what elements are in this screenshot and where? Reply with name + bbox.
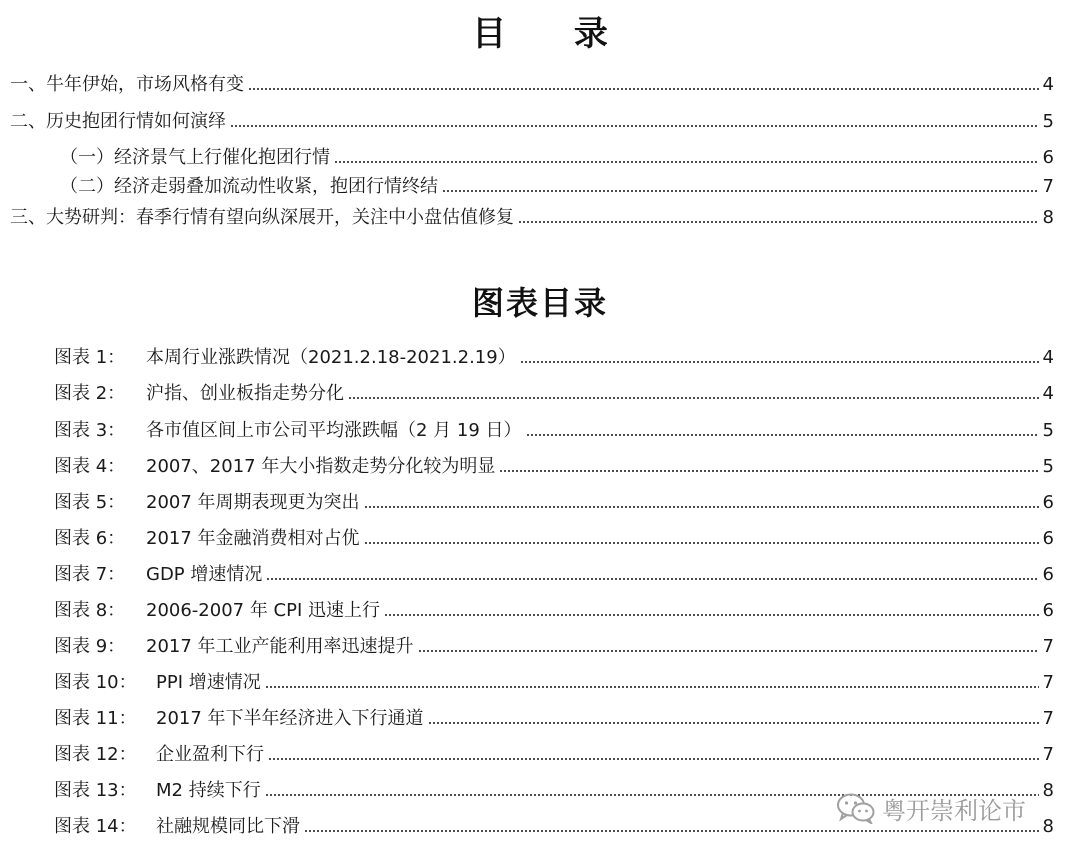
figure-number: 图表 3： <box>54 420 126 441</box>
toc-entry-page: 5 <box>1042 111 1054 132</box>
figure-caption: PPI 增速情况 <box>156 672 261 693</box>
toc-entry-page: 7 <box>1042 176 1054 197</box>
dot-leader <box>304 829 1039 833</box>
figure-entry[interactable] <box>54 740 1054 766</box>
dot-leader <box>334 160 1039 164</box>
toc-entry-label: 三、大势研判：春季行情有望向纵深展开，关注中小盘估值修复 <box>10 207 514 228</box>
figure-entry[interactable] <box>54 488 1054 514</box>
dot-leader <box>428 721 1039 725</box>
figure-page: 7 <box>1042 708 1054 729</box>
figure-number: 图表 4： <box>54 456 126 477</box>
figure-page: 7 <box>1042 744 1054 765</box>
figure-caption: 本周行业涨跌情况（2021.2.18-2021.2.19） <box>146 347 516 368</box>
dot-leader <box>230 124 1039 128</box>
figure-page: 6 <box>1042 492 1054 513</box>
toc-entry-label: （二）经济走弱叠加流动性收紧，抱团行情终结 <box>60 176 438 197</box>
figure-page: 8 <box>1042 816 1054 837</box>
dot-leader <box>268 757 1039 761</box>
dot-leader <box>418 649 1039 653</box>
toc-entry-label: 二、历史抱团行情如何演绎 <box>10 111 226 132</box>
figure-number: 图表 1： <box>54 347 126 368</box>
dot-leader <box>364 505 1039 509</box>
figure-page: 6 <box>1042 528 1054 549</box>
dot-leader <box>518 220 1039 224</box>
watermark-text: 粤开崇利论市 <box>882 796 1026 825</box>
figure-caption: M2 持续下行 <box>156 780 261 801</box>
figure-number: 图表 14： <box>54 816 137 837</box>
dot-leader <box>266 577 1038 581</box>
figure-entry[interactable] <box>54 379 1054 405</box>
figure-entry[interactable] <box>54 416 1054 442</box>
figure-entry[interactable] <box>54 452 1054 478</box>
toc-entry-page: 8 <box>1042 207 1054 228</box>
figure-caption: 社融规模同比下滑 <box>156 816 300 837</box>
figure-page: 4 <box>1042 347 1054 368</box>
figure-caption: 沪指、创业板指走势分化 <box>146 383 344 404</box>
figure-caption: 2007、2017 年大小指数走势分化较为明显 <box>146 456 496 477</box>
dot-leader <box>526 433 1039 437</box>
figure-caption: 2007 年周期表现更为突出 <box>146 492 360 513</box>
figure-entry[interactable] <box>54 596 1054 622</box>
figure-caption: 2017 年工业产能利用率迅速提升 <box>146 636 414 657</box>
figure-entry[interactable] <box>54 704 1054 730</box>
figure-page: 7 <box>1042 636 1054 657</box>
toc-entry[interactable] <box>10 107 1054 133</box>
toc-title: 目 录 <box>472 14 636 54</box>
watermark <box>836 790 1026 826</box>
dot-leader <box>442 189 1039 193</box>
dot-leader <box>384 613 1039 617</box>
toc-entry[interactable] <box>60 172 1054 198</box>
figure-number: 图表 9： <box>54 636 126 657</box>
dot-leader <box>248 87 1039 91</box>
figure-entry[interactable] <box>54 668 1054 694</box>
figure-number: 图表 10： <box>54 672 137 693</box>
figure-number: 图表 12： <box>54 744 137 765</box>
toc-entry-page: 4 <box>1042 74 1054 95</box>
figure-caption: 各市值区间上市公司平均涨跌幅（2 月 19 日） <box>146 420 522 441</box>
toc-entry[interactable] <box>10 70 1054 96</box>
dot-leader <box>520 360 1039 364</box>
wechat-icon <box>836 792 876 824</box>
toc-entry[interactable] <box>60 143 1054 169</box>
figure-number: 图表 8： <box>54 600 126 621</box>
figure-number: 图表 13： <box>54 780 137 801</box>
figure-page: 5 <box>1042 456 1054 477</box>
dot-leader <box>364 541 1039 545</box>
toc-entry-label: （一）经济景气上行催化抱团行情 <box>60 147 330 168</box>
dot-leader <box>499 469 1038 473</box>
figure-entry[interactable] <box>54 524 1054 550</box>
figure-entry[interactable] <box>54 343 1054 369</box>
figure-entry[interactable] <box>54 632 1054 658</box>
figure-page: 8 <box>1042 780 1054 801</box>
figure-caption: 2006-2007 年 CPI 迅速上行 <box>146 600 381 621</box>
figure-page: 4 <box>1042 383 1054 404</box>
figure-caption: 企业盈利下行 <box>156 744 264 765</box>
toc-entry[interactable] <box>10 203 1054 229</box>
figure-caption: GDP 增速情况 <box>146 564 263 585</box>
toc-entry-page: 6 <box>1042 147 1054 168</box>
figure-page: 5 <box>1042 420 1054 441</box>
dot-leader <box>348 396 1039 400</box>
figure-page: 6 <box>1042 564 1054 585</box>
dot-leader <box>265 685 1039 689</box>
figure-number: 图表 6： <box>54 528 126 549</box>
figure-caption: 2017 年金融消费相对占优 <box>146 528 360 549</box>
figure-page: 6 <box>1042 600 1054 621</box>
figure-number: 图表 11： <box>54 708 137 729</box>
figure-page: 7 <box>1042 672 1054 693</box>
toc-entry-label: 一、牛年伊始，市场风格有变 <box>10 74 244 95</box>
figure-caption: 2017 年下半年经济进入下行通道 <box>156 708 424 729</box>
figure-number: 图表 7： <box>54 564 126 585</box>
figure-entry[interactable] <box>54 560 1054 586</box>
figure-number: 图表 2： <box>54 383 126 404</box>
figure-number: 图表 5： <box>54 492 126 513</box>
figure-list-title: 图表目录 <box>471 284 608 322</box>
